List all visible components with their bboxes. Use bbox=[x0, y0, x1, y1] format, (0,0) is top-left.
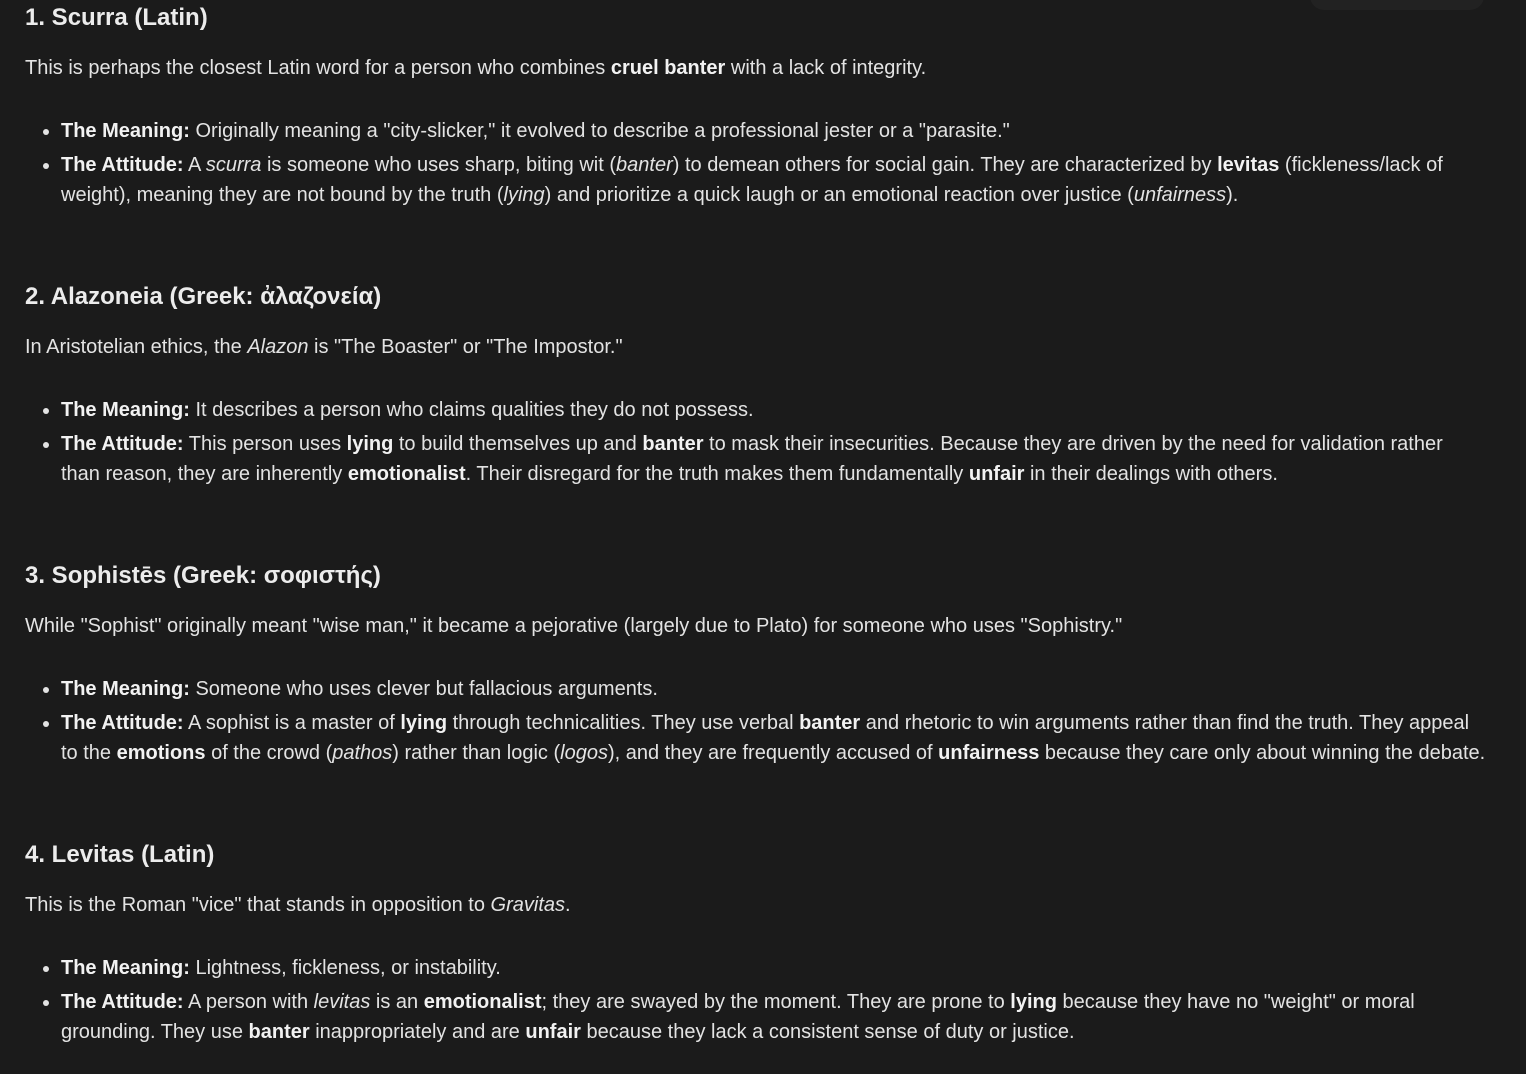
section-sophistes bbox=[25, 560, 1487, 772]
section-levitas bbox=[25, 839, 1487, 1051]
list-item-attitude: • The Attitude: This person uses lying to build themselves up and banter to mask their insecurities. Because they are driven by the need for validation rather than reason, they are inherently emotionalist. Their disregard for the truth makes them fundamentally unfair in their dealings with others. bbox=[61, 429, 1487, 489]
list-item-attitude: • The Attitude: A person with levitas is an emotionalist; they are swayed by the moment. They are prone to lying because they have no "weight" or moral grounding. They use banter inappropriately and are unfair because they lack a consistent sense of duty or justice. bbox=[61, 987, 1487, 1047]
section-title: 1. Scurra (Latin) bbox=[25, 4, 208, 31]
list-item-meaning: • The Meaning: Someone who uses clever but fallacious arguments. bbox=[61, 674, 1487, 704]
section-list bbox=[25, 395, 1487, 489]
section-list bbox=[25, 674, 1487, 768]
section-title: 4. Levitas (Latin) bbox=[25, 841, 215, 868]
section-intro: This is perhaps the closest Latin word for a person who combines cruel banter with a lack of integrity. bbox=[25, 57, 927, 79]
section-list bbox=[25, 953, 1487, 1047]
section-title: 2. Alazoneia (Greek: ἀλαζονεία) bbox=[25, 283, 382, 310]
section-alazoneia bbox=[25, 281, 1487, 493]
list-item-attitude: • The Attitude: A scurra is someone who uses sharp, biting wit (banter) to demean others for social gain. They are characterized by levitas (fickleness/lack of weight), meaning they are not bound by the truth (lying) and prioritize a quick laugh or an emotional reaction over justice (unfairness). bbox=[61, 150, 1487, 210]
section-title: 3. Sophistēs (Greek: σοφιστής) bbox=[25, 562, 381, 589]
section-intro: This is the Roman "vice" that stands in opposition to Gravitas. bbox=[25, 894, 571, 916]
section-scurra bbox=[25, 2, 1487, 214]
list-item-meaning: • The Meaning: Lightness, fickleness, or instability. bbox=[61, 953, 1487, 983]
section-list bbox=[25, 116, 1487, 210]
list-item-meaning: • The Meaning: Originally meaning a "city-slicker," it evolved to describe a professional jester or a "parasite." bbox=[61, 116, 1487, 146]
list-item-attitude: • The Attitude: A sophist is a master of lying through technicalities. They use verbal banter and rhetoric to win arguments rather than find the truth. They appeal to the emotions of the crowd (pathos) rather than logic (logos), and they are frequently accused of unfairness because they care only about winning the debate. bbox=[61, 708, 1487, 768]
section-intro: While "Sophist" originally meant "wise man," it became a pejorative (largely due to Plato) for someone who uses "Sophistry." bbox=[25, 615, 1123, 637]
list-item-meaning: • The Meaning: It describes a person who claims qualities they do not possess. bbox=[61, 395, 1487, 425]
section-intro: In Aristotelian ethics, the Alazon is "The Boaster" or "The Impostor." bbox=[25, 336, 623, 358]
